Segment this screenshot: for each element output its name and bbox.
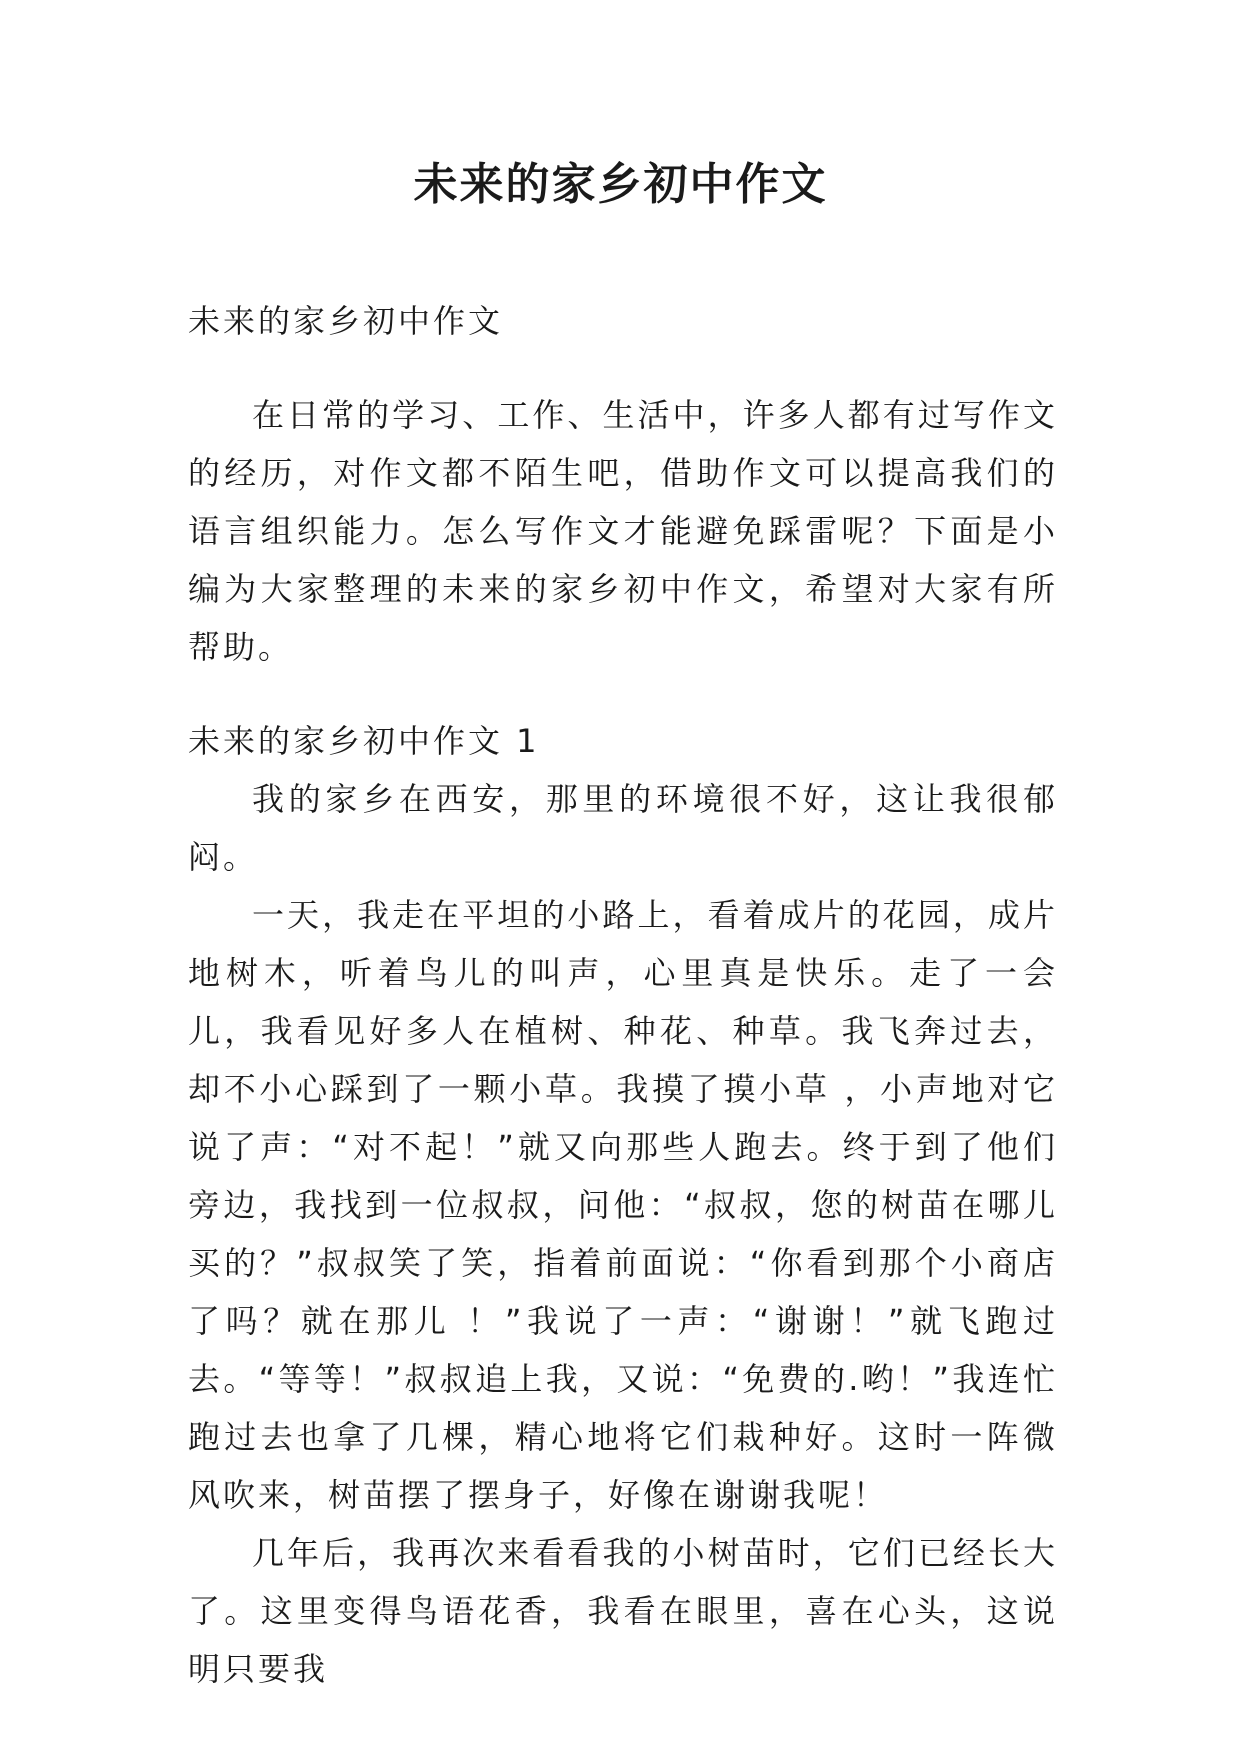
essay-paragraph-1: 我的家乡在西安，那里的环境很不好，这让我很郁闷。	[188, 780, 1058, 876]
intro-paragraph: 在日常的学习、工作、生活中，许多人都有过写作文的经历，对作文都不陌生吧，借助作文可以提高我们的语言组织能力。怎么写作文才能避免踩雷呢？下面是小编为大家整理的未来的家乡初中作文，希望对大家有所帮助。	[188, 396, 1058, 666]
essay-paragraph-3: 几年后，我再次来看看我的小树苗时，它们已经长大了。这里变得鸟语花香，我看在眼里，喜在心头，这说明只要我	[188, 1534, 1058, 1688]
essay-paragraph-2: 一天，我走在平坦的小路上，看着成片的花园，成片地树木，听着鸟儿的叫声，心里真是快乐。走了一会儿，我看见好多人在植树、种花、种草。我飞奔过去，却不小心踩到了一颗小草。我摸了摸小草 ，小声地对它说了声：“对不起！”就又向那些人跑去。终于到了他们旁边，我找到一位叔叔，问他：“叔叔，您的树苗在哪儿买的？”叔叔笑了笑，指着前面说：“你看到那个小商店了吗？就在那儿 ！”我说了一声：“谢谢！”就飞跑过去。“等等！”叔叔追上我，又说：“免费的.哟！”我连忙跑过去也拿了几棵，精心地将它们栽种好。这时一阵微风吹来，树苗摆了摆身子，好像在谢谢我呢！	[188, 896, 1058, 1514]
document-subtitle: 未来的家乡初中作文	[188, 302, 504, 340]
document-body	[188, 292, 1058, 1698]
document-title: 未来的家乡初中作文	[413, 159, 828, 210]
section-heading: 未来的家乡初中作文 1	[188, 722, 540, 760]
